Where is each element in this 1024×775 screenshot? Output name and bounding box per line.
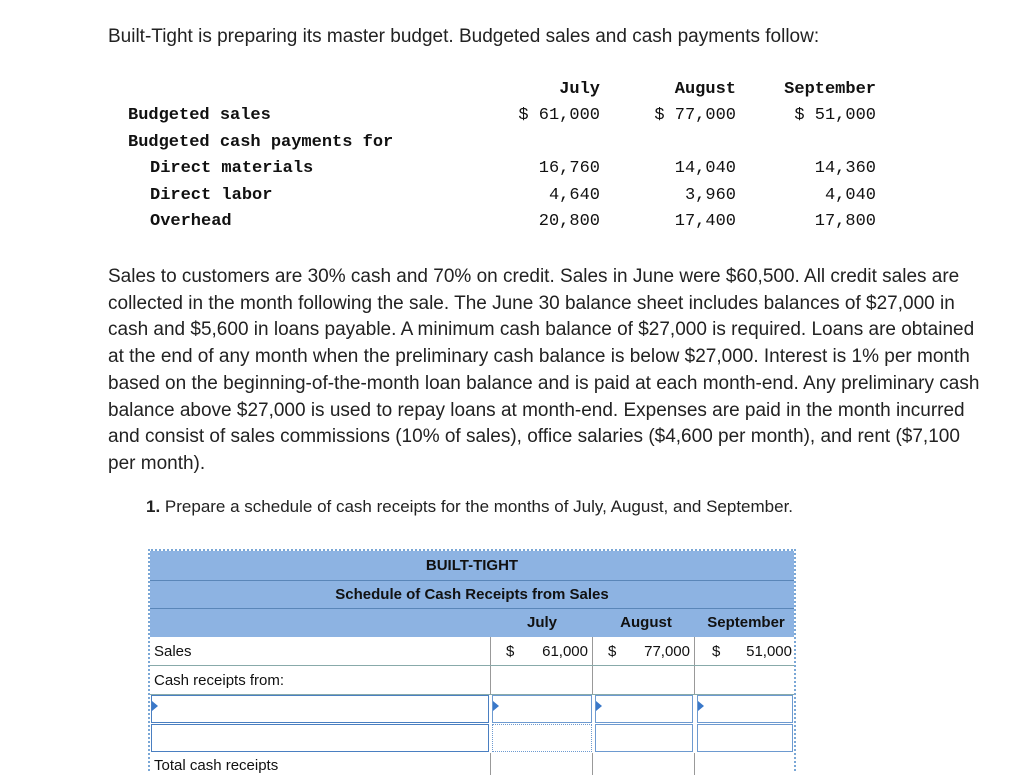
schedule-title: Schedule of Cash Receipts from Sales [335,586,609,603]
schedule-header [150,551,794,637]
sales-august-value: 77,000 [644,643,690,660]
budget-row-sales: Budgeted sales $ 61,000 $ 77,000 $ 51,000 [128,106,876,126]
budget-row-direct-materials: Direct materials 16,760 14,040 14,360 [150,159,876,179]
input-marker-icon [698,701,704,711]
input-marker-icon [596,701,602,711]
question-text: Prepare a schedule of cash receipts for the months of July, August, and September. [160,497,794,516]
question-number: 1. [146,497,161,516]
sales-september-value: 51,000 [746,643,792,660]
july-receipt-input-1[interactable] [492,695,592,723]
september-receipt-input-1[interactable] [697,695,793,723]
sales-label: Sales [154,643,192,660]
august-receipt-input-2[interactable] [595,724,693,752]
schedule-row-receipts-heading [150,666,794,695]
intro-text: Built-Tight is preparing its master budget. Budgeted sales and cash payments follow: [108,26,820,47]
budget-row-overhead: Overhead 20,800 17,400 17,800 [150,212,876,232]
month-header-september: September [784,79,876,99]
august-receipt-input-1[interactable] [595,695,693,723]
budget-table [128,76,876,235]
month-header-august: August [674,79,736,99]
total-label: Total cash receipts [154,757,279,774]
input-marker-icon [493,701,499,711]
receipts-label: Cash receipts from: [154,672,285,689]
budget-row-payments-heading: Budgeted cash payments for [128,132,394,152]
dropdown-arrow-icon [152,701,158,711]
schedule-row-total [150,753,794,775]
schedule-company: BUILT-TIGHT [425,557,519,574]
budget-header-row [128,76,876,103]
cash-receipts-schedule [148,549,796,774]
schedule-month-august: August [620,614,672,631]
month-header-july: July [559,79,600,99]
sales-july-value: 61,000 [542,643,588,660]
schedule-row-sales: Sales $ 61,000 $ 77,000 $ 51,000 [150,637,794,666]
schedule-month-july: July [526,614,557,631]
july-receipt-input-2[interactable] [492,724,592,752]
september-receipt-input-2[interactable] [697,724,793,752]
problem-paragraph: Sales to customers are 30% cash and 70% on credit. Sales in June were $60,500. All credit sales are collected in the month following the sale. The June 30 balance sheet includes balances of $27,000 in cash and $5,600 in loans payable. A minimum cash balance of $27,000 is required. Loans are obtained at the end of any month when the preliminary cash balance is below $27,000. Interest is 1% per month based on the beginning-of-the-month loan balance and is paid at each month-end. Any preliminary cash balance above $27,000 is used to repay loans at month-end. Expenses are paid in the month incurred and consist of sales commissions (10% of sales), office salaries ($4,600 per month), and rent ($7,100 per month). [108,266,980,474]
schedule-month-september: September [707,614,785,631]
question-1 [146,497,793,517]
receipt-source-input-2[interactable] [151,724,489,752]
receipt-source-input-1[interactable] [151,695,489,723]
budget-row-direct-labor: Direct labor 4,640 3,960 4,040 [150,185,876,205]
